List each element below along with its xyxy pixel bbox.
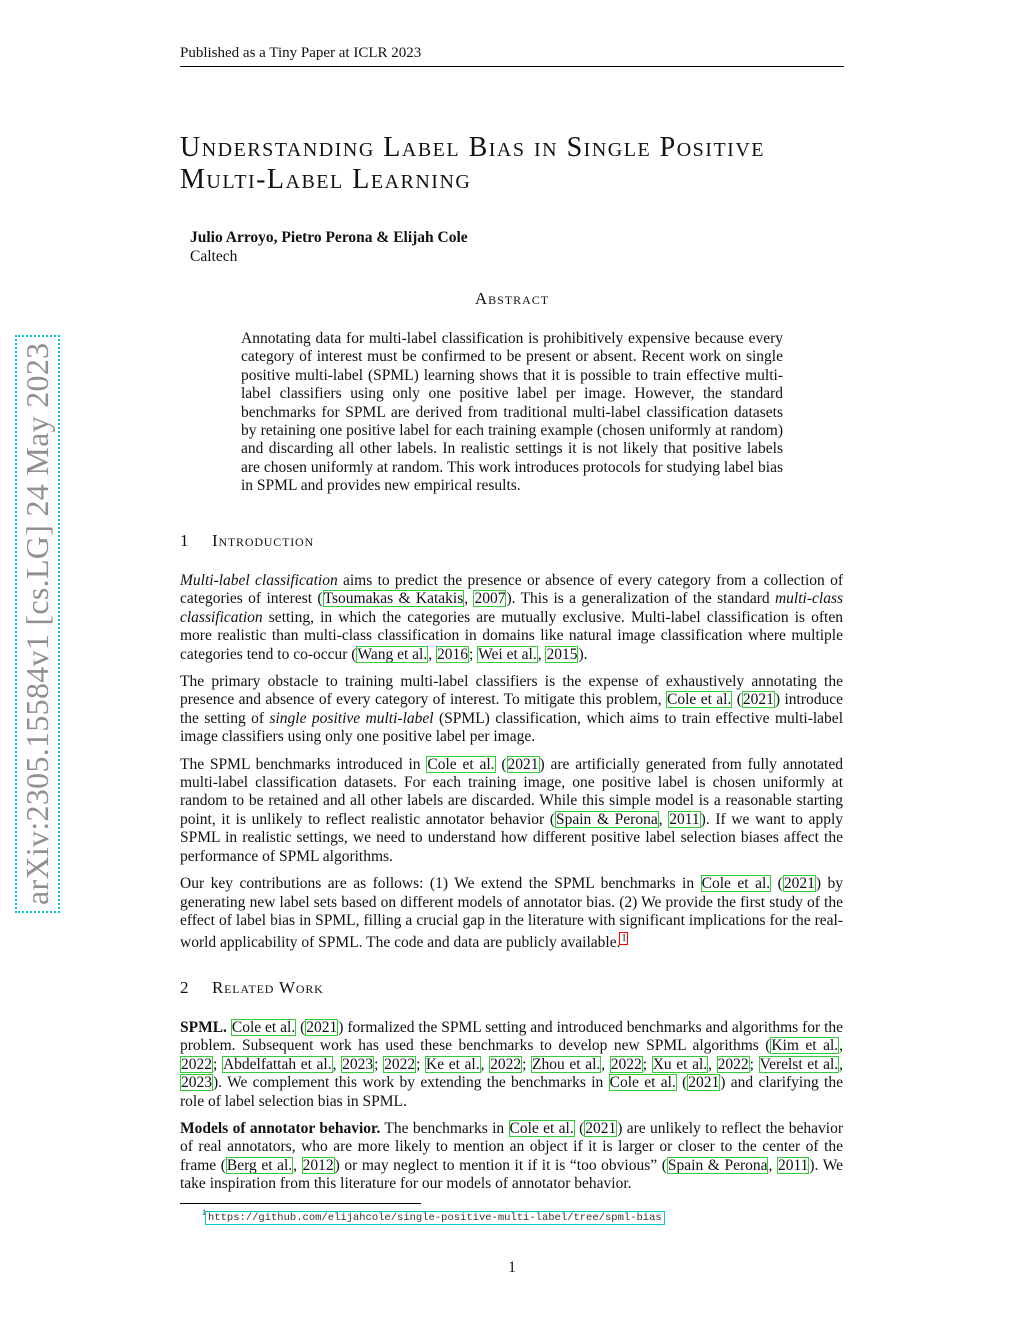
citation-link[interactable]: Tsoumakas & Katakis [323, 590, 464, 608]
citation-link[interactable]: 2023 [181, 1074, 212, 1092]
footnote-url-link[interactable]: https://github.com/elijahcole/single-positive-multi-label/tree/spml-bias [208, 1211, 662, 1224]
text: (SPML) classification, which aims to train effective multi-label image classifiers using only one positive label per image. [180, 709, 843, 746]
text: , [839, 1037, 844, 1055]
text: ). If we want to apply SPML in realistic settings, we need to understand how different positive label selection biases affect the performance of SPML algorithms. [180, 810, 843, 865]
text: ) or may neglect to mention it if it is “too obvious” ( [334, 1156, 667, 1174]
text: ). [578, 645, 588, 663]
citation-link[interactable]: Cole et al. [427, 755, 495, 773]
citation-link[interactable]: 2016 [436, 645, 468, 663]
citation-link[interactable]: 2021 [742, 691, 774, 709]
footnote-number: 1 [202, 1208, 206, 1217]
citation-link[interactable]: 2015 [546, 645, 578, 663]
text: , [768, 1156, 777, 1174]
citation-link[interactable]: 2012 [302, 1156, 334, 1174]
citation-link[interactable]: Berg et al. [226, 1156, 293, 1174]
title-line-1: Understanding Label Bias in Single Positive [180, 132, 765, 163]
text: , [332, 1055, 342, 1073]
text: setting, in which the categories are mutually exclusive. Multi-label classification is often more realistic than multi-class classification in domains like natural image classification where multiple categories tend to co-occur ( [180, 608, 843, 663]
text: , [658, 810, 669, 828]
running-header: Published as a Tiny Paper at ICLR 2023 [180, 44, 844, 67]
citation-link[interactable]: 2021 [306, 1019, 338, 1036]
text: The benchmarks in [380, 1120, 509, 1138]
text: ) formalized the SPML setting and introduced benchmarks and algorithms for the problem. Subsequent work has used these benchmarks to develop new SPML algorithms ( [180, 1019, 843, 1055]
citation-link[interactable]: Wei et al. [478, 645, 537, 663]
citation-link[interactable]: 2011 [669, 810, 700, 828]
text: ; [522, 1055, 532, 1073]
paper-title [180, 132, 880, 196]
citation-link[interactable]: 2022 [384, 1055, 416, 1073]
section-title: Related Work [212, 978, 324, 997]
citation-link[interactable]: Kim et al. [771, 1037, 839, 1055]
arxiv-identifier-stamp[interactable]: arXiv:2305.15584v1 [cs.LG] 24 May 2023 [19, 339, 56, 909]
text: The primary obstacle to training multi-label classifiers is the expense of exhaustively annotating the presence and absence of every category of interest. To mitigate this problem, [180, 673, 843, 709]
text: aims to predict the presence or absence of every category from a collection of categories of interest ( [180, 572, 844, 608]
introduction-body [180, 572, 843, 962]
text: ; [374, 1055, 384, 1073]
text: ; [468, 645, 478, 663]
citation-link[interactable]: Ke et al. [426, 1055, 480, 1073]
citation-link[interactable]: Abdelfattah et al. [222, 1055, 332, 1073]
affiliation: Caltech [190, 248, 238, 265]
text: , [428, 645, 436, 663]
citation-link[interactable]: 2007 [474, 590, 506, 608]
paragraph-lead: SPML. [180, 1019, 227, 1036]
text: ) introduce the setting of [180, 691, 843, 727]
citation-link[interactable]: 2022 [490, 1055, 522, 1073]
text: ; [213, 1055, 222, 1073]
text: , [708, 1055, 717, 1073]
section-heading-introduction [180, 531, 314, 551]
footnote-marker[interactable]: 1 [621, 933, 627, 945]
text: , [480, 1055, 490, 1073]
text: ). We complement this work by extending the benchmarks in [213, 1074, 609, 1092]
text: , [601, 1055, 610, 1073]
intro-paragraph-2 [180, 673, 843, 747]
citation-link[interactable]: Spain & Perona [555, 810, 658, 828]
abstract-heading: Abstract [474, 289, 550, 308]
text: ( [296, 1019, 306, 1036]
intro-paragraph-4 [180, 875, 843, 953]
text: ; [642, 1055, 652, 1073]
emphasis: single positive multi-label [269, 709, 434, 727]
citation-link[interactable]: Cole et al. [667, 691, 732, 709]
title-line-2: Multi-Label Learning [180, 164, 472, 195]
footnote [180, 1208, 664, 1224]
citation-link[interactable]: Cole et al. [509, 1120, 574, 1138]
related-paragraph-spml [180, 1019, 843, 1111]
citation-link[interactable]: 2021 [783, 875, 815, 893]
text: ). We take inspiration from this literature for our models of annotator behavior. [180, 1156, 844, 1193]
text: ( [495, 755, 507, 773]
citation-link[interactable]: 2021 [585, 1120, 617, 1138]
text: ) are artificially generated from fully annotated multi-label classification datasets. For each training image, one positive label is chosen uniformly at random to be retained and all other labels are discarded. While this simple model is a reasonable starting point, it is unlikely to reflect realistic annotator behavior ( [180, 755, 843, 828]
citation-link[interactable]: Zhou et al. [532, 1055, 601, 1073]
text: ). This is a generalization of the standard [506, 590, 775, 608]
section-number: 1 [180, 531, 190, 550]
citation-link[interactable]: 2022 [717, 1055, 749, 1073]
text: ; [416, 1055, 425, 1073]
citation-link[interactable]: 2022 [610, 1055, 642, 1073]
text: ) by generating new label sets based on different models of annotator bias. (2) We provide the first study of the effect of label bias in SPML, filling a crucial gap in the literature with significant implications for the real-world applicability of SPML. The code and data are publicly available. [180, 875, 843, 952]
abstract-text: Annotating data for multi-label classification is prohibitively expensive because every category of interest must be confirmed to be present or absent. Recent work on single positive multi-label (SPML) learning shows that it is possible to train effective multi-label classifiers using only one positive label per image. However, the standard benchmarks for SPML are derived from traditional multi-label classification datasets by retaining one positive label for each training example (chosen uniformly at random) and discarding all other labels. In realistic settings it is not likely that positive labels are chosen uniformly at random. This work introduces protocols for studying label bias in SPML and provides new empirical results. [241, 330, 783, 495]
citation-link[interactable]: 2021 [688, 1074, 720, 1092]
text: , [537, 645, 546, 663]
citation-link[interactable]: Xu et al. [652, 1055, 708, 1073]
citation-link[interactable]: Cole et al. [701, 875, 771, 893]
text: ( [771, 875, 783, 893]
emphasis: multi-class classification [180, 590, 844, 626]
citation-link[interactable]: Cole et al. [609, 1074, 676, 1092]
author-names: Julio Arroyo, Pietro Perona & Elijah Cole [190, 229, 468, 246]
text: ( [676, 1074, 688, 1092]
related-paragraph-annotator-behavior [180, 1120, 843, 1194]
text: The SPML benchmarks introduced in [180, 755, 427, 773]
intro-paragraph-3 [180, 756, 843, 866]
citation-link[interactable]: Spain & Perona [667, 1156, 768, 1174]
citation-link[interactable]: 2023 [342, 1055, 374, 1073]
section-number: 2 [180, 978, 190, 997]
citation-link[interactable]: 2011 [777, 1156, 809, 1174]
text: ) are unlikely to reflect the behavior of real annotators, who are more likely to mention an object if it is larger or closer to the center of the frame ( [180, 1120, 843, 1174]
citation-link[interactable]: 2022 [181, 1055, 212, 1073]
page-number: 1 [508, 1259, 516, 1276]
author-block [190, 228, 468, 266]
text: ( [574, 1120, 585, 1138]
text: ( [732, 691, 742, 709]
emphasis: Multi-label classification [180, 572, 338, 589]
section-title: Introduction [212, 531, 314, 550]
text: ) and clarifying the role of label selection bias in SPML. [180, 1074, 843, 1110]
text: , [464, 590, 474, 608]
text: , [293, 1156, 302, 1174]
related-work-body [180, 1019, 843, 1203]
citation-link[interactable]: Cole et al. [231, 1019, 296, 1036]
citation-link[interactable]: Verelst et al. [759, 1055, 839, 1073]
footnote-rule [180, 1203, 421, 1204]
citation-link[interactable]: Wang et al. [357, 645, 428, 663]
paragraph-lead: Models of annotator behavior. [180, 1120, 381, 1138]
section-heading-related-work [180, 978, 324, 998]
text: ; [749, 1055, 759, 1073]
intro-paragraph-1 [180, 572, 843, 664]
text: Our key contributions are as follows: (1) We extend the SPML benchmarks in [180, 875, 701, 893]
citation-link[interactable]: 2021 [507, 755, 539, 773]
text: , [839, 1055, 844, 1073]
